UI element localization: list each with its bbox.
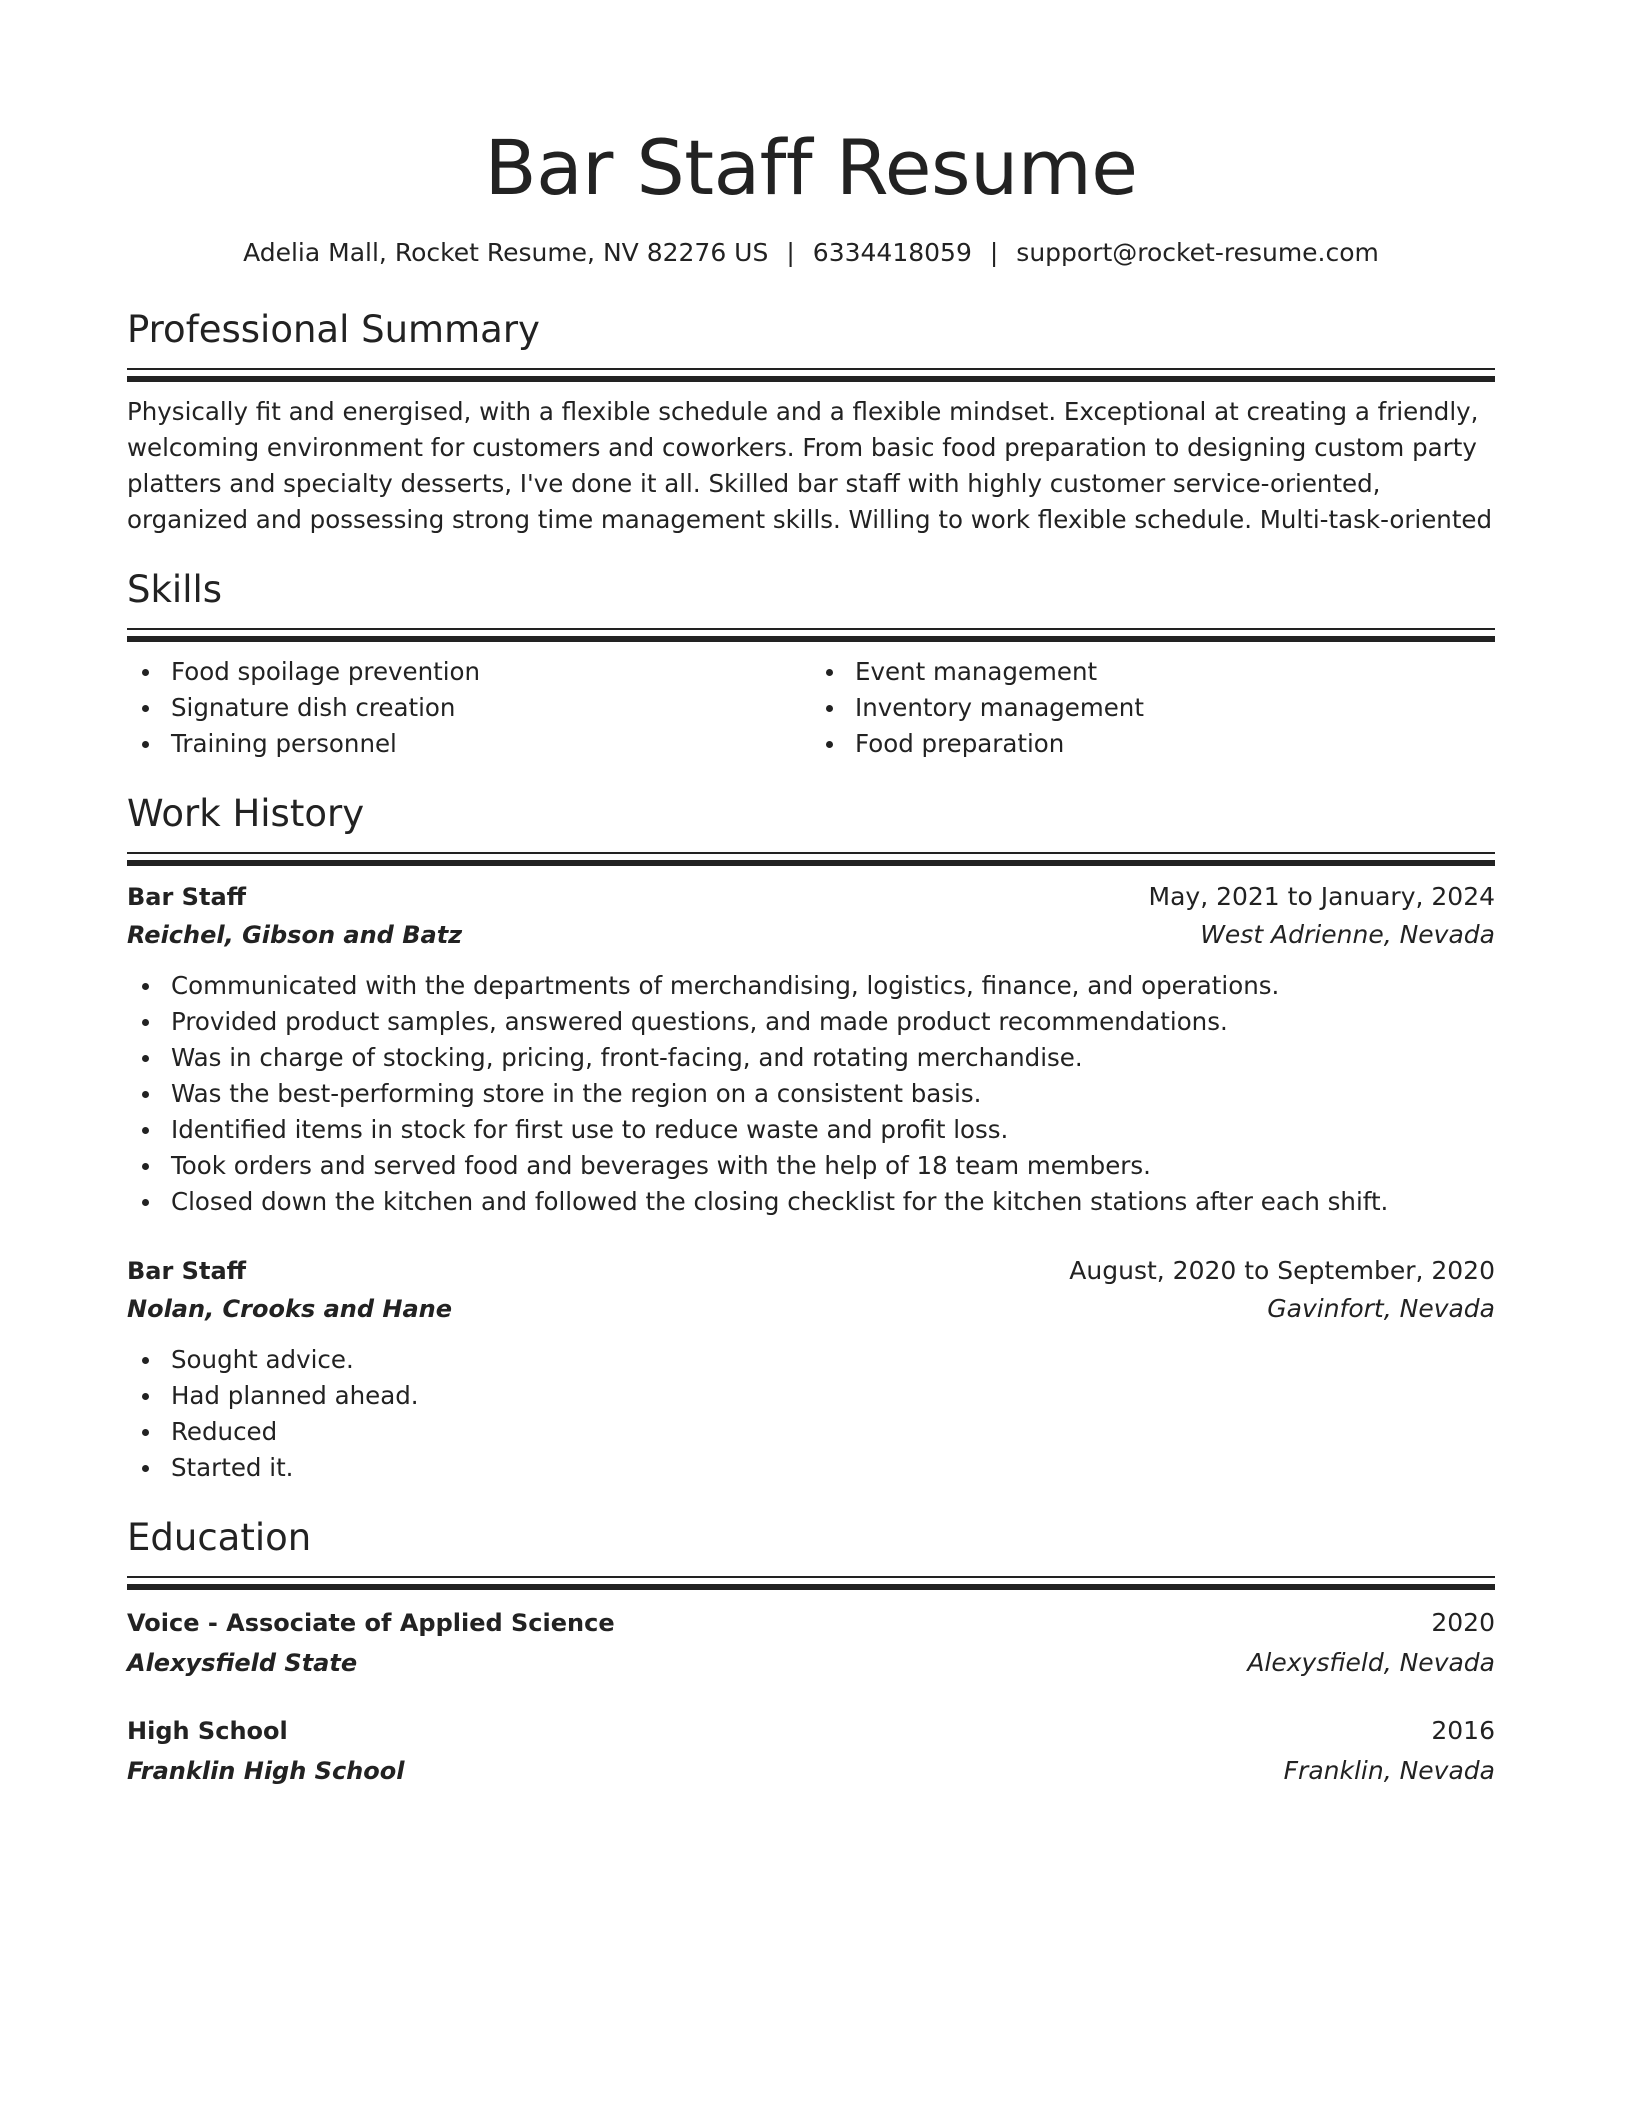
skill-item: Signature dish creation bbox=[127, 690, 811, 726]
job-duties-list bbox=[127, 968, 1495, 1220]
education-year: 2016 bbox=[1431, 1716, 1495, 1745]
job-location: West Adrienne, Nevada bbox=[1200, 920, 1495, 949]
job-title: Bar Staff bbox=[127, 883, 247, 911]
section-divider bbox=[127, 1576, 1495, 1590]
resume-page bbox=[127, 0, 1495, 1790]
education-school: Alexysfield State bbox=[127, 1649, 358, 1677]
education-location: Alexysfield, Nevada bbox=[1247, 1648, 1495, 1677]
section-divider bbox=[127, 628, 1495, 642]
job-location: Gavinfort, Nevada bbox=[1267, 1294, 1495, 1323]
job-dates: August, 2020 to September, 2020 bbox=[1069, 1256, 1495, 1285]
job-duty-item: Started it. bbox=[127, 1450, 1495, 1486]
work-history-section bbox=[127, 790, 1495, 1486]
contact-line bbox=[127, 236, 1495, 270]
job-duty-item: Identified items in stock for first use to reduce waste and profit loss. bbox=[127, 1112, 1495, 1148]
skills-section bbox=[127, 566, 1495, 762]
summary-text: Physically fit and energised, with a flexible schedule and a flexible mindset. Exceptional at creating a friendly, welcoming environment for customers and coworkers. From basic food preparation to designing custom party platters and specialty desserts, I've done it all. Skilled bar staff with highly customer service-oriented, organized and possessing strong time management skills. Willing to work flexible schedule. Multi-task-oriented bbox=[127, 397, 1493, 534]
resume-title: Bar Staff Resume bbox=[484, 123, 1138, 212]
job-company: Nolan, Crooks and Hane bbox=[127, 1295, 453, 1323]
contact-address: Adelia Mall, Rocket Resume, NV 82276 US bbox=[243, 238, 769, 267]
job-company-row bbox=[127, 916, 1495, 954]
education-degree: High School bbox=[127, 1717, 288, 1745]
job-duty-item: Was the best-performing store in the region on a consistent basis. bbox=[127, 1076, 1495, 1112]
education-section bbox=[127, 1514, 1495, 1790]
work-history-heading: Work History bbox=[127, 792, 365, 835]
education-heading: Education bbox=[127, 1516, 312, 1559]
skills-list-left bbox=[127, 654, 811, 762]
job-company-row bbox=[127, 1290, 1495, 1328]
contact-email[interactable]: support@rocket-resume.com bbox=[1016, 238, 1379, 267]
skills-columns bbox=[127, 654, 1495, 762]
summary-section bbox=[127, 306, 1495, 538]
education-header-row bbox=[127, 1712, 1495, 1750]
skill-item: Inventory management bbox=[811, 690, 1495, 726]
section-divider bbox=[127, 368, 1495, 382]
contact-separator: | bbox=[786, 238, 795, 267]
skill-item: Training personnel bbox=[127, 726, 811, 762]
job-duty-item: Communicated with the departments of merchandising, logistics, finance, and operations. bbox=[127, 968, 1495, 1004]
education-entry bbox=[127, 1712, 1495, 1790]
education-year: 2020 bbox=[1431, 1608, 1495, 1637]
skills-list-right bbox=[811, 654, 1495, 762]
skill-item: Food preparation bbox=[811, 726, 1495, 762]
contact-separator: | bbox=[989, 238, 999, 267]
job-title: Bar Staff bbox=[127, 1257, 247, 1285]
job-header-row bbox=[127, 878, 1495, 916]
contact-phone: 6334418059 bbox=[812, 238, 972, 267]
education-school-row bbox=[127, 1644, 1495, 1682]
job-dates: May, 2021 to January, 2024 bbox=[1148, 882, 1495, 911]
section-divider bbox=[127, 852, 1495, 866]
job-header-row bbox=[127, 1252, 1495, 1290]
summary-heading: Professional Summary bbox=[127, 308, 540, 351]
education-degree: Voice - Associate of Applied Science bbox=[127, 1609, 615, 1637]
job-duty-item: Had planned ahead. bbox=[127, 1378, 1495, 1414]
job-duty-item: Was in charge of stocking, pricing, front-facing, and rotating merchandise. bbox=[127, 1040, 1495, 1076]
education-header-row bbox=[127, 1604, 1495, 1642]
job-duty-item: Took orders and served food and beverages with the help of 18 team members. bbox=[127, 1148, 1495, 1184]
education-school: Franklin High School bbox=[127, 1757, 405, 1785]
job-duty-item: Reduced bbox=[127, 1414, 1495, 1450]
job-duties-list bbox=[127, 1342, 1495, 1486]
education-entry bbox=[127, 1604, 1495, 1682]
job-duty-item: Provided product samples, answered questions, and made product recommendations. bbox=[127, 1004, 1495, 1040]
job-entry bbox=[127, 878, 1495, 1220]
education-school-row bbox=[127, 1752, 1495, 1790]
skill-item: Event management bbox=[811, 654, 1495, 690]
skill-item: Food spoilage prevention bbox=[127, 654, 811, 690]
skills-heading: Skills bbox=[127, 568, 223, 611]
job-entry bbox=[127, 1252, 1495, 1486]
job-company: Reichel, Gibson and Batz bbox=[127, 921, 463, 949]
job-duty-item: Sought advice. bbox=[127, 1342, 1495, 1378]
education-location: Franklin, Nevada bbox=[1283, 1756, 1495, 1785]
job-duty-item: Closed down the kitchen and followed the closing checklist for the kitchen stations after each shift. bbox=[127, 1184, 1495, 1220]
